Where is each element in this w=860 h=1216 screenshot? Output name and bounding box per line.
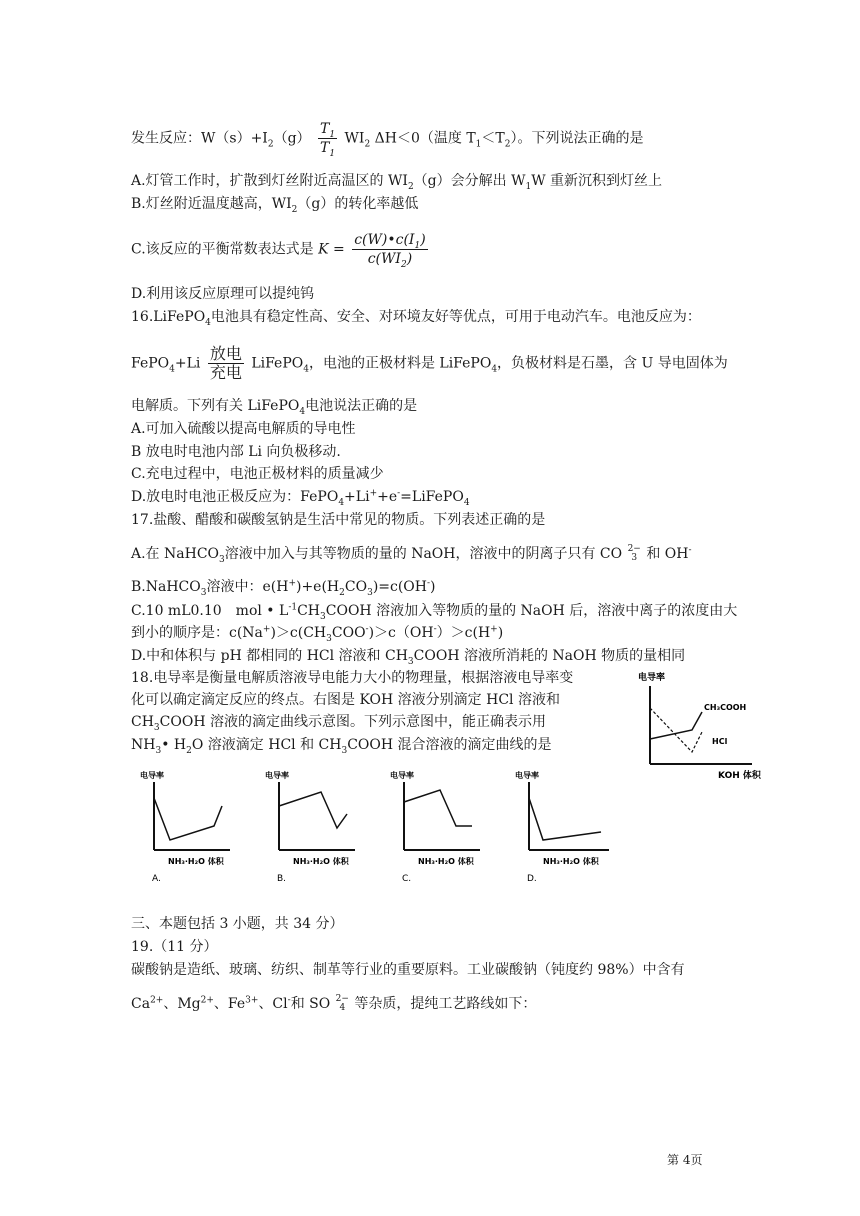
q18-line-4: $NH_3•$ $H_2O$ 溶液滴定 HCl 和 $CH_3COOH$ 混合溶液的滴定曲线的是 bbox=[131, 737, 552, 756]
svg-text:NH₃·H₂O 体积: NH₃·H₂O 体积 bbox=[168, 857, 224, 866]
option-graph-c bbox=[390, 770, 480, 884]
equilibrium-constant-fraction: $\frac{c(W)•c(I_1)}{c(WI_2)}$ bbox=[354, 232, 426, 270]
reference-y-axis-label: 电导率 bbox=[638, 673, 666, 683]
option-graph-b bbox=[265, 770, 355, 884]
q18-line-2: 化可以确定滴定反应的终点。右图是 KOH 溶液分别滴定 HCl 溶液和 bbox=[131, 692, 560, 708]
q16-option-d: D.放电时电池正极反应为：FePO$_4$+Li++e-=LiFePO$_4$ bbox=[131, 488, 470, 508]
option-d-curve bbox=[529, 798, 601, 840]
option-a-letter: A. bbox=[152, 874, 161, 884]
reference-hcl-label: HCl bbox=[712, 737, 728, 746]
q15-option-c: C.该反应的平衡常数表达式是 K = $\frac{c(W)•c(I_1)}{c(WI_2)}$ bbox=[131, 232, 426, 270]
option-graph-a bbox=[140, 770, 230, 884]
q15-reaction: 发生反应：$W(s)+I_2(g)$ $\frac{T_1}{T_1}$ $WI_2$ ΔH＜0（温度 $T_1<T_2$）。下列说法正确的是 bbox=[131, 121, 644, 159]
q18-line-3: $CH_3COOH$ 溶液的滴定曲线示意图。下列示意图中，能正确表示用 bbox=[131, 714, 546, 733]
option-b-letter: B. bbox=[277, 874, 287, 884]
q17-option-d: D.中和体积与 pH 都相同的 HCl 溶液和 $CH_3COOH$ 溶液所消耗的 NaOH 物质的量相同 bbox=[131, 648, 686, 667]
option-d-letter: D. bbox=[527, 874, 537, 884]
q15-option-a: A.灯管工作时，扩散到灯丝附近高温区的 $WI_2(g)$会分解出 $W_1W$ 重新沉积到灯丝上 bbox=[131, 173, 663, 192]
option-graphs bbox=[138, 768, 630, 886]
reaction-condition-arrow: $\frac{T_1}{T_1}$ bbox=[320, 121, 336, 159]
option-graph-d bbox=[515, 770, 609, 884]
q15-option-b: B.灯丝附近温度越高，$WI_2(g)$的转化率越低 bbox=[131, 196, 419, 215]
hcl-curve bbox=[650, 708, 702, 752]
q16-option-a: A.可加入硫酸以提高电解质的导电性 bbox=[131, 421, 356, 437]
option-c-curve bbox=[404, 790, 472, 826]
svg-text:NH₃·H₂O 体积: NH₃·H₂O 体积 bbox=[293, 857, 349, 866]
q16-option-c: C.充电过程中，电池正极材料的质量减少 bbox=[131, 466, 384, 482]
svg-text:NH₃·H₂O 体积: NH₃·H₂O 体积 bbox=[543, 857, 599, 866]
charge-discharge-arrow: $\frac{\text{放电}}{\text{充电}}$ bbox=[209, 344, 242, 382]
q17-option-a: A.在 NaHCO$_3$溶液中加入与其等物质的量的 NaOH，溶液中的阴离子只有 CO 2− 3 和 OH- bbox=[131, 544, 692, 565]
q16-equation: FePO$_4$+Li $\frac{\text{放电}}{\text{充电}}$ LiFePO$_4$，电池的正极材料是 LiFePO$_4$，负极材料是石墨，含 U 导电固体为 bbox=[131, 344, 728, 382]
svg-text:NH₃·H₂O 体积: NH₃·H₂O 体积 bbox=[418, 857, 474, 866]
q17-option-c: C.10 mL0.10 mol • $L^{-1}CH_3COOH$ 溶液加入等物质的量的 NaOH 后，溶液中离子的浓度由大 bbox=[131, 602, 738, 622]
q19-line-2: $Ca^{2+}$、$Mg^{2+}$、$Fe^{3+}$、Cl-和 SO 2− 4 等杂质，提纯工艺路线如下： bbox=[131, 994, 537, 1013]
svg-text:电导率: 电导率 bbox=[265, 771, 289, 780]
reference-x-axis-label: KOH 体积 bbox=[718, 771, 761, 781]
q16-stem: 16.LiFePO$_4$电池具有稳定性高、安全、对环境友好等优点，可用于电动汽车。电池反应为： bbox=[131, 309, 701, 328]
svg-text:电导率: 电导率 bbox=[140, 771, 164, 780]
section-3-heading: 三、本题包括 3 小题，共 34 分） bbox=[131, 916, 344, 932]
page-number: 第 4页 bbox=[667, 1153, 703, 1167]
option-b-curve bbox=[279, 792, 347, 828]
q19-number: 19.（11 分） bbox=[131, 939, 218, 955]
reference-ch3cooh-label: CH₃COOH bbox=[704, 703, 747, 712]
q18-line-1: 18.电导率是衡量电解质溶液导电能力大小的物理量，根据溶液电导率变 bbox=[131, 670, 574, 686]
q17-stem: 17.盐酸、醋酸和碳酸氢钠是生活中常见的物质。下列表述正确的是 bbox=[131, 512, 546, 528]
q16-option-b: B 放电时电池内部 Li 向负极移动. bbox=[131, 444, 341, 460]
q19-line-1: 碳酸钠是造纸、玻璃、纺织、制革等行业的重要原料。工业碳酸钠（钝度约 98%）中含有 bbox=[131, 962, 685, 978]
q17-option-c-cont: 到小的顺序是：$c(Na^+)>c(CH_3COO^-)>c(OH^-)>c(H^+)$ bbox=[131, 624, 504, 644]
option-a-curve bbox=[154, 798, 222, 840]
option-c-letter: C. bbox=[402, 874, 412, 884]
q15-option-d: D.利用该反应原理可以提纯钨 bbox=[131, 286, 315, 302]
q17-option-b: B.NaHCO$_3$溶液中：$e(H^+)+e(H_2CO_3)=c(OH^-)$ bbox=[131, 578, 436, 598]
q16-stem-cont: 电解质。下列有关 LiFePO$_4$电池说法正确的是 bbox=[131, 398, 418, 417]
svg-text:电导率: 电导率 bbox=[515, 771, 539, 780]
reference-titration-graph bbox=[632, 664, 764, 782]
svg-text:电导率: 电导率 bbox=[390, 771, 414, 780]
